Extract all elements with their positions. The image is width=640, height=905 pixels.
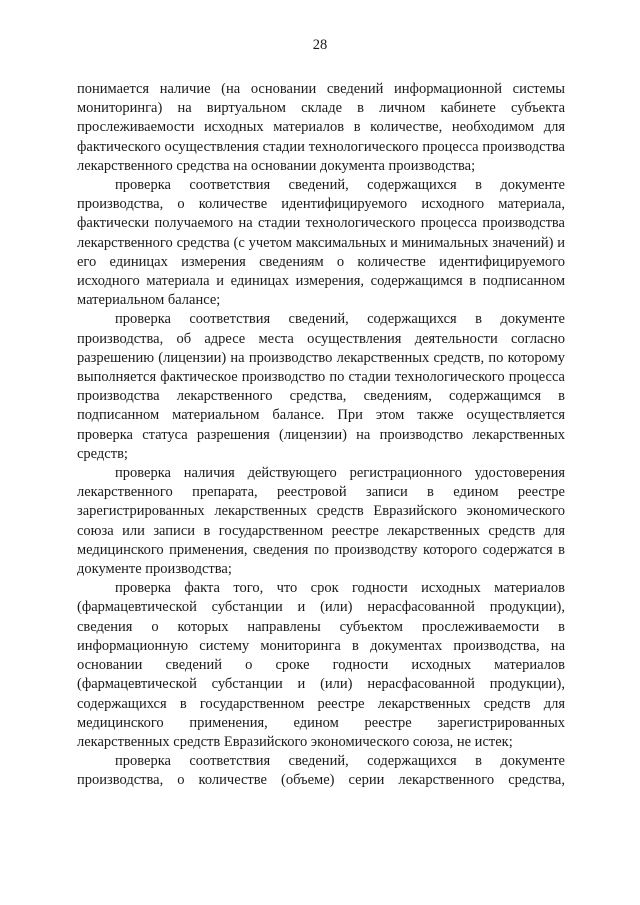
paragraph-continuation: понимается наличие (на основании сведений информационной системы мониторинга) на виртуальном складе в личном кабинете субъекта прослеживаемости исходных материалов в количестве, необходимом для фактического осуществления стадии технологического процесса производства лекарственного средства на основании документа производства; xyxy=(77,81,565,174)
paragraph-quantity-check: проверка соответствия сведений, содержащихся в документе производства, о количестве идентифицируемого исходного материала, фактически получаемого на стадии технологического процесса производства лекарственного средства (с учетом максимальных и минимальных значений) и его единицах измерения сведениям о количестве идентифицируемого исходного материала и единицах измерения, содержащимся в подписанном материальном балансе; xyxy=(77,177,565,309)
paragraph-expiry-check: проверка факта того, что срок годности исходных материалов (фармацевтической субстанции и (или) нерасфасованной продукции), сведения о которых направлены субъектом прослеживаемости в информационную систему мониторинга в документах производства, на основании сведений о сроке годности исходных материалов (фармацевтической субстанции и (или) нерасфасованной продукции), содержащихся в государственном реестре лекарственных средств для медицинского применения, едином реестре зарегистрированных лекарственных средств Евразийского экономического союза, не истек; xyxy=(77,580,565,750)
document-body xyxy=(77,80,565,791)
page-number: 28 xyxy=(312,37,328,53)
paragraph-registration-check: проверка наличия действующего регистрационного удостоверения лекарственного препарата, реестровой записи в едином реестре зарегистрированных лекарственных средств Евразийского экономического союза или записи в государственном реестре лекарственных средств для медицинского применения, сведения по производству которого содержатся в документе производства; xyxy=(77,465,565,578)
paragraph-series-volume-check: проверка соответствия сведений, содержащихся в документе производства, о количестве (объеме) серии лекарственного средства, xyxy=(77,753,565,789)
paragraph-address-check: проверка соответствия сведений, содержащихся в документе производства, об адресе места осуществления деятельности согласно разрешению (лицензии) на производство лекарственных средств, по которому выполняется фактическое производство по стадии технологического процесса производства лекарственного средства, сведениям, содержащимся в подписанном материальном балансе. При этом также осуществляется проверка статуса разрешения (лицензии) на производство лекарственных средств; xyxy=(77,311,565,462)
